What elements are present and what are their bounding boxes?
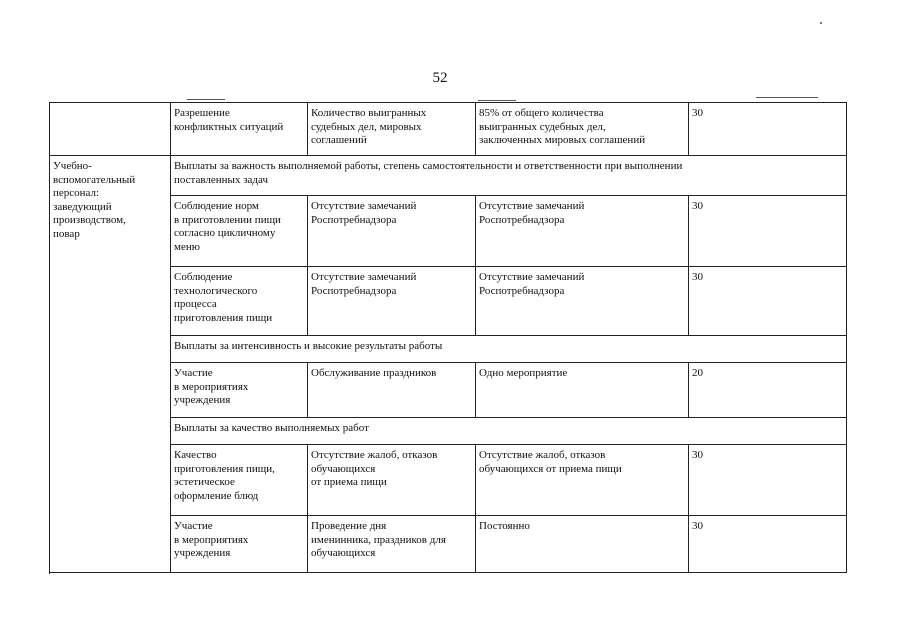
scan-speck [820,22,822,24]
position-cell: Учебно- вспомогательный персонал: заведующий производством, повар [50,156,171,573]
points-cell: 30 [689,516,847,573]
criterion-cell: Участие в мероприятиях учреждения [171,516,308,573]
condition-cell: Постоянно [476,516,689,573]
indicator-cell: Отсутствие жалоб, отказов обучающихся от приема пищи [308,445,476,516]
section-title: Выплаты за интенсивность и высокие результаты работы [171,336,847,363]
scan-artifact-line [187,99,225,100]
condition-cell: Одно мероприятие [476,363,689,418]
points-cell: 30 [689,445,847,516]
points-cell: 30 [689,196,847,267]
position-cell-empty [50,103,171,156]
page-number: 52 [432,70,448,86]
section-header-row [50,156,847,196]
criterion-cell: Соблюдение технологического процесса приготовления пищи [171,267,308,336]
indicator-cell: Количество выигранных судебных дел, мировых соглашений [308,103,476,156]
condition-cell: Отсутствие жалоб, отказов обучающихся от приема пищи [476,445,689,516]
indicator-cell: Отсутствие замечаний Роспотребнадзора [308,267,476,336]
indicator-cell: Отсутствие замечаний Роспотребнадзора [308,196,476,267]
indicator-cell: Проведение дня именинника, праздников для обучающихся [308,516,476,573]
indicator-cell: Обслуживание праздников [308,363,476,418]
bonus-criteria-table [49,102,847,573]
criterion-cell: Качество приготовления пищи, эстетическое оформление блюд [171,445,308,516]
scan-artifact-line [478,100,516,101]
criterion-cell: Соблюдение норм в приготовлении пищи согласно цикличному меню [171,196,308,267]
criterion-cell: Разрешение конфликтных ситуаций [171,103,308,156]
table-row [50,103,847,156]
scan-artifact-line [756,97,818,98]
section-title: Выплаты за качество выполняемых работ [171,418,847,445]
condition-cell: 85% от общего количества выигранных судебных дел, заключенных мировых соглашений [476,103,689,156]
condition-cell: Отсутствие замечаний Роспотребнадзора [476,267,689,336]
points-cell: 20 [689,363,847,418]
points-cell: 30 [689,103,847,156]
points-cell: 30 [689,267,847,336]
section-title: Выплаты за важность выполняемой работы, степень самостоятельности и ответственности при выполнении поставленных задач [171,156,847,196]
condition-cell: Отсутствие замечаний Роспотребнадзора [476,196,689,267]
criterion-cell: Участие в мероприятиях учреждения [171,363,308,418]
